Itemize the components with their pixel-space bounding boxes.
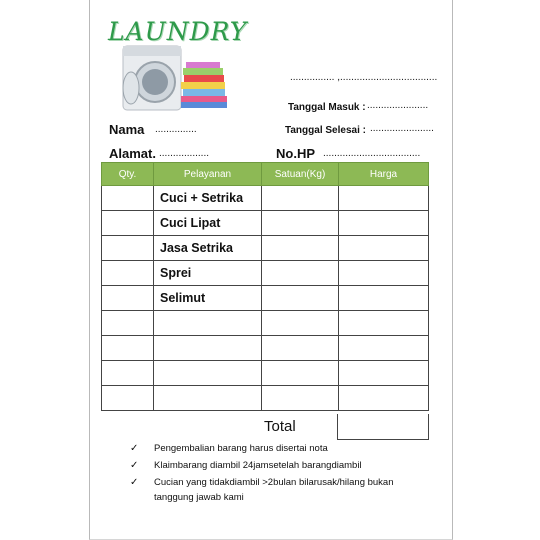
- weight-cell[interactable]: [262, 286, 339, 311]
- price-cell[interactable]: [339, 361, 429, 386]
- qty-cell[interactable]: [102, 186, 154, 211]
- price-cell[interactable]: [339, 186, 429, 211]
- nama-field: ...............: [155, 124, 197, 135]
- qty-cell[interactable]: [102, 211, 154, 236]
- qty-cell[interactable]: [102, 286, 154, 311]
- tanggal-selesai-label: Tanggal Selesai :: [285, 125, 366, 136]
- service-cell: Selimut: [154, 286, 262, 311]
- service-cell: Jasa Setrika: [154, 236, 262, 261]
- weight-cell[interactable]: [262, 186, 339, 211]
- price-cell[interactable]: [339, 336, 429, 361]
- terms-list: [130, 441, 430, 507]
- qty-cell[interactable]: [102, 311, 154, 336]
- checkmark-icon: ✓: [130, 460, 139, 471]
- laundry-logo: LAUNDRY: [108, 17, 248, 46]
- weight-cell[interactable]: [262, 386, 339, 411]
- weight-cell[interactable]: [262, 236, 339, 261]
- column-header-satuan: Satuan(Kg): [262, 163, 339, 186]
- price-cell[interactable]: [339, 286, 429, 311]
- weight-cell[interactable]: [262, 311, 339, 336]
- list-item: [130, 458, 430, 473]
- table-header-row: [102, 163, 429, 186]
- column-header-qty: Qty.: [102, 163, 154, 186]
- table-row: [102, 236, 429, 261]
- price-cell[interactable]: [339, 261, 429, 286]
- price-cell[interactable]: [339, 386, 429, 411]
- term-text: Cucian yang tidakdiambil >2bulan bilarusak/hilang bukan tanggung jawab kami: [154, 477, 394, 503]
- tanggal-masuk-label: Tanggal Masuk :: [288, 102, 366, 113]
- tanggal-masuk-field: ......................: [367, 100, 429, 111]
- table-row: [102, 336, 429, 361]
- qty-cell[interactable]: [102, 236, 154, 261]
- order-table: [101, 162, 429, 411]
- term-text: Klaimbarang diambil 24jamsetelah barangdiambil: [154, 460, 362, 471]
- weight-cell[interactable]: [262, 361, 339, 386]
- qty-cell[interactable]: [102, 386, 154, 411]
- washing-machine-illustration: [121, 44, 231, 114]
- tanggal-selesai-field: .......................: [370, 123, 434, 134]
- list-item: [130, 475, 430, 505]
- table-row: [102, 386, 429, 411]
- list-item: [130, 441, 430, 456]
- price-cell[interactable]: [339, 211, 429, 236]
- place-date-line: ................ ,...................................: [290, 72, 438, 83]
- total-value-box[interactable]: [337, 414, 429, 440]
- table-row: [102, 361, 429, 386]
- service-cell: Cuci + Setrika: [154, 186, 262, 211]
- service-cell[interactable]: [154, 361, 262, 386]
- table-row: [102, 311, 429, 336]
- weight-cell[interactable]: [262, 336, 339, 361]
- alamat-field: ..................: [159, 148, 210, 159]
- service-cell: Sprei: [154, 261, 262, 286]
- checkmark-icon: ✓: [130, 477, 139, 488]
- alamat-label: Alamat.: [109, 146, 156, 161]
- nama-label: Nama: [109, 122, 145, 137]
- weight-cell[interactable]: [262, 261, 339, 286]
- table-row: [102, 286, 429, 311]
- column-header-pelayanan: Pelayanan: [154, 163, 262, 186]
- nohp-label: No.HP: [276, 146, 315, 161]
- qty-cell[interactable]: [102, 261, 154, 286]
- table-row: [102, 211, 429, 236]
- service-cell: Cuci Lipat: [154, 211, 262, 236]
- table-row: [102, 261, 429, 286]
- column-header-harga: Harga: [339, 163, 429, 186]
- price-cell[interactable]: [339, 236, 429, 261]
- checkmark-icon: ✓: [130, 443, 139, 454]
- service-cell[interactable]: [154, 386, 262, 411]
- service-cell[interactable]: [154, 336, 262, 361]
- qty-cell[interactable]: [102, 336, 154, 361]
- term-text: Pengembalian barang harus disertai nota: [154, 443, 328, 454]
- total-label: Total: [264, 418, 296, 435]
- service-cell[interactable]: [154, 311, 262, 336]
- weight-cell[interactable]: [262, 211, 339, 236]
- nohp-field: ...................................: [323, 148, 421, 159]
- table-row: [102, 186, 429, 211]
- qty-cell[interactable]: [102, 361, 154, 386]
- price-cell[interactable]: [339, 311, 429, 336]
